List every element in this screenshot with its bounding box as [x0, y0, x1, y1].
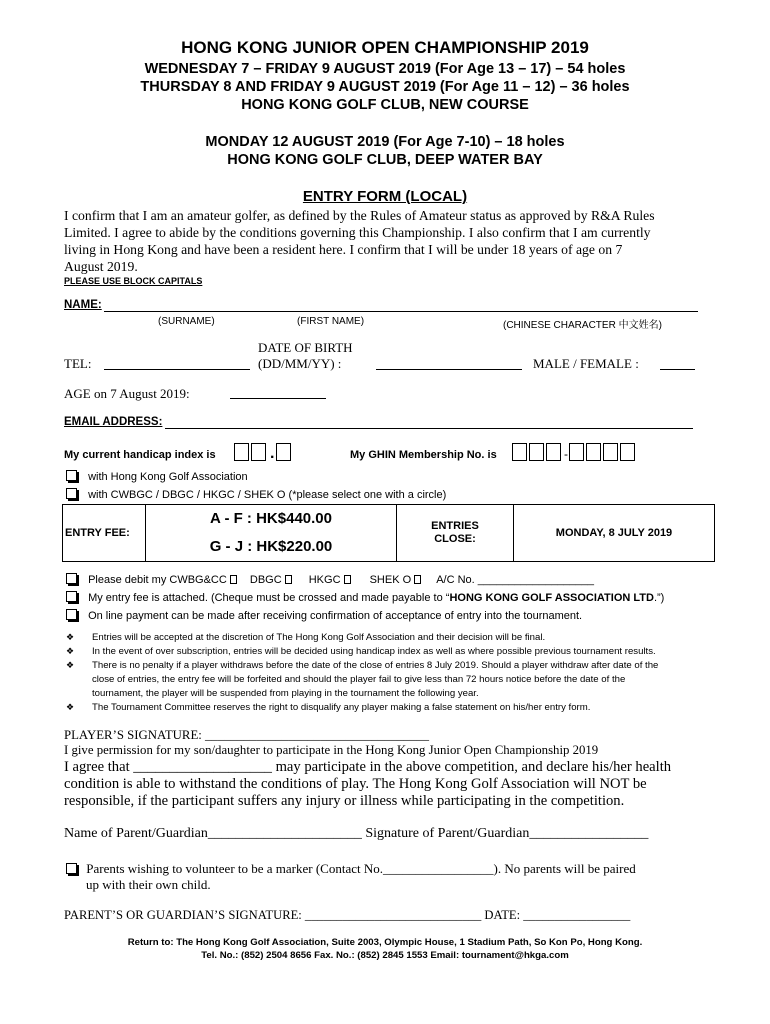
- diamond-bullet-icon: ❖: [66, 632, 75, 642]
- event-dates-middle: THURSDAY 8 AND FRIDAY 9 AUGUST 2019 (For Age 11 – 12) – 36 holes: [140, 79, 630, 95]
- form-title: ENTRY FORM (LOCAL): [302, 188, 468, 205]
- tel-field[interactable]: [104, 369, 250, 370]
- dbgc-checkbox[interactable]: [285, 575, 292, 584]
- player-signature-line[interactable]: PLAYER’S SIGNATURE: ___________________________________: [64, 728, 429, 742]
- chinese-name-caption: (CHINESE CHARACTER 中文姓名): [503, 320, 662, 331]
- event-dates-junior: MONDAY 12 AUGUST 2019 (For Age 7-10) – 18 holes: [205, 134, 565, 150]
- email-label: EMAIL ADDRESS:: [64, 416, 163, 428]
- checkbox-icon[interactable]: [66, 488, 77, 499]
- ghin-boxes[interactable]: -: [512, 443, 637, 463]
- entry-fee-label: ENTRY FEE:: [63, 505, 146, 562]
- fee-amounts: [146, 505, 397, 562]
- declaration-line-4: August 2019.: [64, 259, 138, 274]
- note-continuation: close of entries, the entry fee will be forfeited and should the player fail to give less than 72 hours notice before the date of the: [92, 674, 626, 685]
- gender-field[interactable]: [660, 369, 695, 370]
- declaration-line-1: I confirm that I am an amateur golfer, as defined by the Rules of Amateur status as approved by R&A Rules: [64, 208, 655, 223]
- venue-new-course: HONG KONG GOLF CLUB, NEW COURSE: [241, 97, 529, 113]
- online-payment-option[interactable]: On line payment can be made after receiving confirmation of acceptance of entry into the tournament.: [66, 609, 582, 622]
- diamond-bullet-icon: ❖: [66, 646, 75, 656]
- page-title: HONG KONG JUNIOR OPEN CHAMPIONSHIP 2019: [181, 38, 589, 57]
- note-item: ❖ In the event of over subscription, entries will be decided using handicap index as well as where possible previous tournament results.: [66, 646, 656, 657]
- dob-label-1: DATE OF BIRTH: [258, 340, 353, 355]
- handicap-label: My current handicap index is: [64, 449, 216, 461]
- age-label: AGE on 7 August 2019:: [64, 386, 190, 401]
- handicap-boxes[interactable]: .: [234, 443, 293, 463]
- note-item: ❖ There is no penalty if a player withdraws before the date of the close of entries 8 July 2019. Should a player withdraw after date of the: [66, 660, 659, 671]
- contact-details: Tel. No.: (852) 2504 8656 Fax. No.: (852) 2845 1553 Email: tournament@hkga.com: [201, 950, 569, 961]
- venue-deep-water-bay: HONG KONG GOLF CLUB, DEEP WATER BAY: [227, 152, 543, 168]
- fee-g-j: G - J : HK$220.00: [209, 538, 333, 555]
- club-affiliation-option[interactable]: with CWBGC / DBGC / HKGC / SHEK O (*please select one with a circle): [66, 488, 446, 501]
- parent-name-signature-line[interactable]: Name of Parent/Guardian______________________ Signature of Parent/Guardian_________________: [64, 826, 649, 841]
- note-item: ❖ Entries will be accepted at the discretion of The Hong Kong Golf Association and their decision will be final.: [66, 632, 546, 643]
- surname-caption: (SURNAME): [158, 316, 215, 327]
- declaration-line-2: Limited. I agree to abide by the conditions governing this Championship. I also confirm that I am currently: [64, 225, 651, 240]
- diamond-bullet-icon: ❖: [66, 702, 75, 712]
- age-field[interactable]: [230, 398, 326, 399]
- entry-fee-table: [62, 504, 715, 562]
- checkbox-icon[interactable]: [66, 573, 77, 584]
- cheque-payee: HONG KONG GOLF ASSOCIATION LTD: [449, 592, 654, 604]
- dob-field[interactable]: [376, 369, 522, 370]
- tel-label: TEL:: [64, 356, 92, 371]
- return-address: Return to: The Hong Kong Golf Association, Suite 2003, Olympic House, 1 Stadium Path, So Kon Po, Hong Kong.: [127, 937, 643, 948]
- checkbox-icon[interactable]: [66, 609, 77, 620]
- permission-statement: I give permission for my son/daughter to participate in the Hong Kong Junior Open Championship 2019: [64, 743, 599, 757]
- note-continuation: tournament, the player will be suspended from playing in the tournament the following year.: [92, 688, 479, 699]
- block-capitals-note: PLEASE USE BLOCK CAPITALS: [64, 276, 203, 286]
- sheko-checkbox[interactable]: [414, 575, 421, 584]
- debit-option[interactable]: Please debit my CWBG&CC DBGC HKGC SHEK O A/C No. ___________________: [66, 573, 594, 586]
- name-label: NAME:: [64, 299, 102, 311]
- hkgc-checkbox[interactable]: [344, 575, 351, 584]
- agreement-line-2: condition is able to withstand the conditions of play. The Hong Kong Golf Association will NOT be: [64, 776, 647, 792]
- agreement-line-1[interactable]: I agree that ___________________ may participate in the above competition, and declare his/her health: [64, 759, 672, 775]
- agreement-line-3: responsible, if the participant suffers any injury or illness while participating in the competition.: [64, 793, 625, 809]
- name-field[interactable]: [104, 311, 698, 312]
- email-field[interactable]: [165, 428, 693, 429]
- cwbgcc-checkbox[interactable]: [230, 575, 237, 584]
- gender-label: MALE / FEMALE :: [533, 356, 639, 371]
- volunteer-continuation: up with their own child.: [86, 877, 211, 892]
- checkbox-icon[interactable]: [66, 470, 77, 481]
- note-item: ❖ The Tournament Committee reserves the right to disqualify any player making a false statement on his/her entry form.: [66, 702, 591, 713]
- diamond-bullet-icon: ❖: [66, 660, 75, 670]
- hkga-affiliation-option[interactable]: with Hong Kong Golf Association: [66, 470, 248, 483]
- parent-signature-date-line[interactable]: PARENT’S OR GUARDIAN’S SIGNATURE: ____________________________ DATE: _________________: [64, 908, 631, 922]
- event-dates-senior: WEDNESDAY 7 – FRIDAY 9 AUGUST 2019 (For Age 13 – 17) – 54 holes: [144, 61, 626, 77]
- checkbox-icon[interactable]: [66, 591, 77, 602]
- declaration-line-3: living in Hong Kong and have been a resident here. I confirm that I will be under 18 years of age on 7: [64, 242, 623, 257]
- entries-close-label: ENTRIES CLOSE:: [397, 505, 514, 562]
- dob-label-2: (DD/MM/YY) :: [258, 356, 342, 371]
- volunteer-option[interactable]: Parents wishing to volunteer to be a marker (Contact No._________________). No parents will be paired: [66, 861, 636, 877]
- ghin-label: My GHIN Membership No. is: [350, 449, 497, 461]
- close-date: MONDAY, 8 JULY 2019: [514, 505, 715, 562]
- first-name-caption: (FIRST NAME): [297, 316, 365, 327]
- fee-a-f: A - F : HK$440.00: [210, 510, 332, 527]
- checkbox-icon[interactable]: [66, 863, 77, 874]
- cheque-option[interactable]: My entry fee is attached. (Cheque must be crossed and made payable to “HONG KONG GOLF ASSOCIATION LTD.”): [66, 591, 664, 604]
